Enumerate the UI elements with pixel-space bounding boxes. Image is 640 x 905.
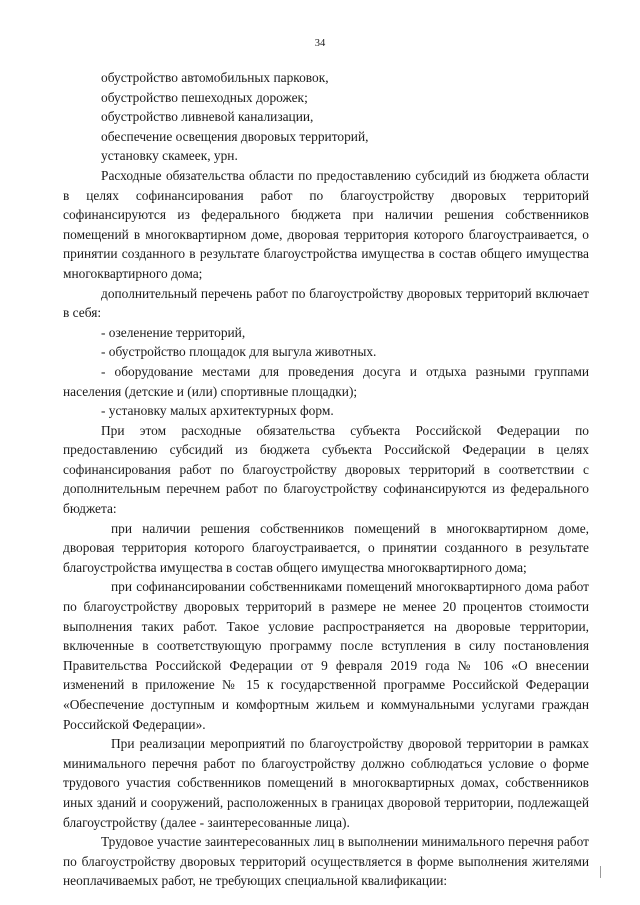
- list-item: - оборудование местами для проведения досуга и отдыха разными группами населения (детские и (или) спортивные площадки);: [63, 363, 589, 399]
- list-item: обустройство автомобильных парковок,: [101, 70, 329, 85]
- paragraph: При этом расходные обязательства субъекта Российской Федерации по предоставлению субсидий из бюджета субъекта Российской Федерации в целях софинансирования работ по благоустройству дворовых территорий в соответствии с дополнительным перечнем работ по благоустройству софинансируются из федерального бюджета:: [63, 422, 589, 517]
- list-item: обустройство пешеходных дорожек;: [101, 89, 308, 105]
- list-item: - установку малых архитектурных форм.: [101, 403, 334, 419]
- paragraph: дополнительный перечень работ по благоустройству дворовых территорий включает в себя:: [63, 285, 589, 321]
- page-number: 34: [314, 38, 326, 49]
- paragraph: при софинансировании собственниками помещений многоквартирного дома работ по благоустройству дворовых территорий в размере не менее 20 процентов стоимости выполнения таких работ. Такое условие распространяется на дворовые территории, включенные в соответствующую программу после вступления в силу постановления Правительства Российской Федерации от 9 февраля 2019 года № 106 «О внесении изменений в приложение № 15 к государственной программе Российской Федерации «Обеспечение доступным и комфортным жильем и коммунальными услугами граждан Российской Федерации».: [63, 579, 589, 732]
- list-item: - озеленение территорий,: [101, 324, 246, 340]
- scan-mark: [600, 866, 601, 878]
- body-text: [63, 68, 589, 891]
- paragraph: Расходные обязательства области по предоставлению субсидий из бюджета области в целях софинансирования работ по благоустройству дворовых территорий софинансируются из федерального бюджета при наличии решения собственников помещений в многоквартирном доме, дворовая территория которого благоустраивается, о принятии созданного в результате благоустройства имущества в состав общего имущества многоквартирного дома;: [63, 167, 589, 281]
- list-item: установку скамеек, урн.: [101, 148, 238, 164]
- list-item: - обустройство площадок для выгула животных.: [101, 344, 377, 360]
- paragraph: Трудовое участие заинтересованных лиц в выполнении минимального перечня работ по благоустройству дворовых территорий осуществляется в форме выполнения жителями неоплачиваемых работ, не требующих специальной квалификации:: [63, 834, 589, 889]
- list-item: обустройство ливневой канализации,: [101, 109, 314, 125]
- list-item: обеспечение освещения дворовых территорий,: [101, 128, 369, 144]
- paragraph: при наличии решения собственников помещений в многоквартирном доме, дворовая территория которого благоустраивается, о принятии созданного в результате благоустройства имущества в состав общего имущества многоквартирного дома;: [63, 520, 589, 575]
- paragraph: При реализации мероприятий по благоустройству дворовой территории в рамках минимального перечня работ по благоустройству должно соблюдаться условие о форме трудового участия собственников помещений в многоквартирных домах, собственников иных зданий и сооружений, расположенных в границах дворовой территории, подлежащей благоустройству (далее - заинтересованные лица).: [63, 736, 589, 830]
